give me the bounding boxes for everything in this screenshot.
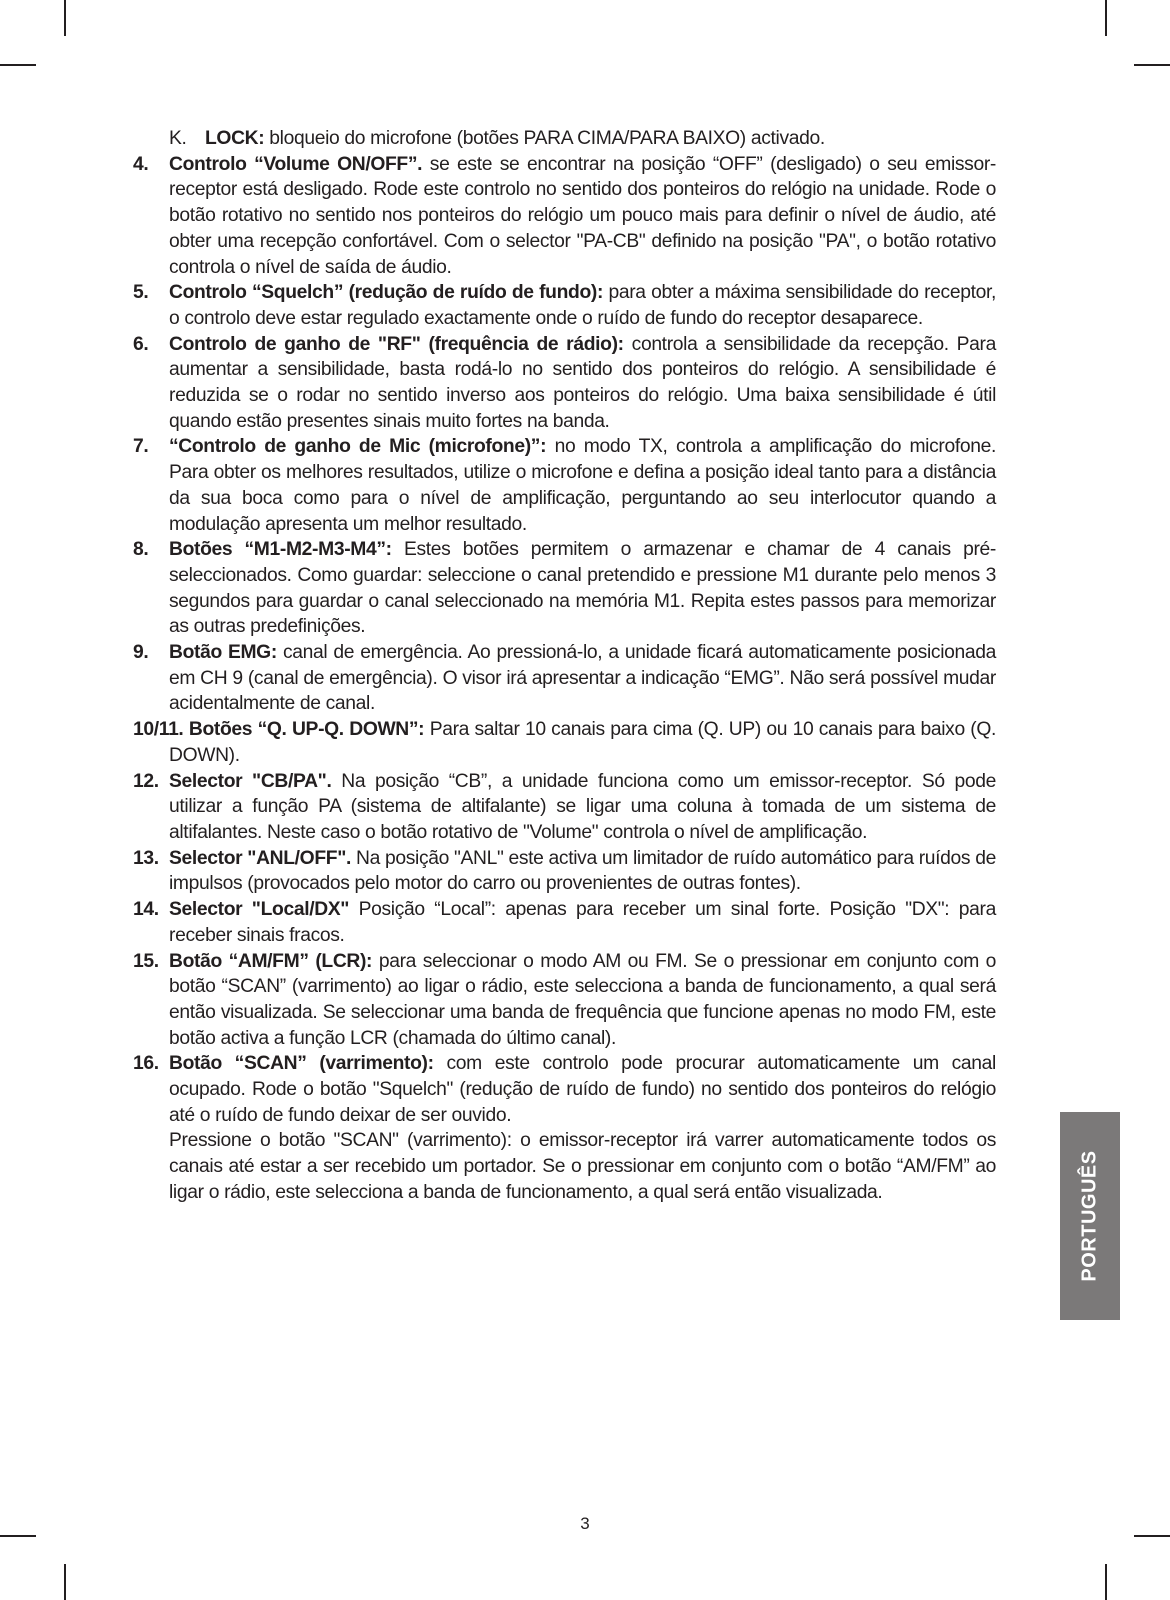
list-item (133, 846, 996, 897)
list-item (133, 280, 996, 331)
item-text: com este controlo pode procurar automaticamente um canal ocupado. Rode o botão "Squelch" (redução de ruído de fundo) no sentido dos ponteiros do relógio até o ruído de fundo deixar de ser ouvido. (169, 1053, 996, 1126)
list-item (133, 897, 996, 948)
crop-mark (64, 0, 66, 36)
item-number: 10/11. (133, 719, 184, 741)
item-paragraph (169, 434, 996, 537)
item-heading: Botão “AM/FM” (LCR): (169, 950, 373, 972)
list-item (133, 126, 996, 152)
language-tab (1060, 1112, 1120, 1320)
item-text: controla a sensibilidade da recepção. Para aumentar a sensibilidade, basta rodá-lo no sentido dos ponteiros do relógio. A sensibilidade é reduzida se o rodar no sentido inverso aos ponteiros do relógio. Uma baixa sensibilidade é útil quando estão presentes sinais muito fortes na banda. (169, 333, 996, 432)
item-heading: Controlo “Volume ON/OFF”. (169, 153, 423, 175)
item-number: K. (169, 128, 187, 149)
item-heading: Selector "Local/DX" (169, 899, 350, 921)
item-paragraph (169, 1051, 996, 1128)
item-heading: LOCK: (205, 128, 265, 149)
item-paragraph (169, 769, 996, 846)
item-number: 6. (133, 333, 149, 355)
item-number: 13. (133, 847, 159, 869)
list-item (133, 640, 996, 717)
item-paragraph (169, 897, 996, 948)
item-heading: Controlo de ganho de "RF" (frequência de rádio): (169, 333, 624, 355)
item-text: canal de emergência. Ao pressioná-lo, a unidade ficará automaticamente posicionada em CH 9 (canal de emergência). O visor irá apresentar a indicação “EMG”. Não será possível mudar acidentalmente de canal. (169, 642, 996, 715)
item-text: Na posição "ANL" este activa um limitador de ruído automático para ruídos de impulsos (provocados pelo motor do carro ou provenientes de outras fontes). (169, 847, 996, 895)
item-text: bloqueio do microfone (botões PARA CIMA/PARA BAIXO) activado. (264, 128, 825, 149)
item-paragraph (169, 152, 996, 281)
crop-mark (1105, 1564, 1107, 1600)
item-paragraph (169, 846, 996, 897)
item-text: Pressione o botão "SCAN" (varrimento): o emissor-receptor irá varrer automaticamente todos os canais até estar a ser recebido um portador. Se o pressionar em conjunto com o botão “AM/FM” ao ligar o rádio, este selecciona a banda de funcionamento, a qual será então visualizada. (169, 1130, 996, 1203)
item-heading: Selector "CB/PA". (169, 770, 332, 792)
item-paragraph (133, 717, 996, 768)
item-text: Na posição “CB”, a unidade funciona como um emissor-receptor. Só pode utilizar a função PA (sistema de altifalante) se ligar uma coluna à tomada de um sistema de altifalantes. Neste caso o botão rotativo de "Volume" controla o nível de amplificação. (169, 770, 996, 843)
list-item (133, 949, 996, 1052)
list-item (133, 1051, 996, 1205)
item-text: no modo TX, controla a amplificação do microfone. Para obter os melhores resultados, utilize o microfone e defina a posição ideal tanto para a distância da sua boca como para o nível de amplificação, perguntando ao seu interlocutor quando a modulação apresenta um melhor resultado. (169, 436, 996, 535)
page-number: 3 (580, 1514, 590, 1533)
list-item (133, 537, 996, 640)
item-number: 7. (133, 436, 149, 458)
item-heading: Botões “M1-M2-M3-M4”: (169, 539, 392, 561)
item-text: para obter a máxima sensibilidade do receptor, o controlo deve estar regulado exactamente onde o ruído de fundo do receptor desaparece. (169, 282, 996, 329)
item-number: 9. (133, 642, 149, 664)
item-paragraph (169, 949, 996, 1052)
item-number: 12. (133, 770, 159, 792)
item-paragraph (169, 1128, 996, 1205)
crop-mark (1134, 64, 1170, 66)
item-number: 4. (133, 153, 149, 175)
item-number: 16. (133, 1053, 159, 1075)
item-heading: Controlo “Squelch” (redução de ruído de fundo): (169, 282, 604, 304)
item-paragraph (169, 640, 996, 717)
item-heading: Selector "ANL/OFF". (169, 847, 351, 869)
crop-mark (1105, 0, 1107, 36)
language-tab-label: PORTUGUÊS (1078, 1150, 1101, 1282)
item-text: Estes botões permitem o armazenar e chamar de 4 canais pré-seleccionados. Como guardar: seleccione o canal pretendido e pressione M1 durante pelo menos 3 segundos para guardar o canal seleccionado na memória M1. Repita estes passos para memorizar as outras predefinições. (169, 539, 996, 638)
item-number: 14. (133, 899, 159, 921)
item-number: 8. (133, 539, 149, 561)
item-paragraph (205, 126, 996, 152)
item-heading: “Controlo de ganho de Mic (microfone)”: (169, 436, 547, 458)
item-text: Para saltar 10 canais para cima (Q. UP) ou 10 canais para baixo (Q. DOWN). (169, 719, 996, 766)
item-heading: Botão EMG: (169, 642, 277, 664)
list-item (133, 769, 996, 846)
instruction-list (133, 126, 996, 1206)
list-item (133, 152, 996, 281)
crop-mark (1134, 1535, 1170, 1537)
item-paragraph (169, 537, 996, 640)
crop-mark (64, 1564, 66, 1600)
item-text: para seleccionar o modo AM ou FM. Se o pressionar em conjunto com o botão “SCAN” (varrimento) ao ligar o rádio, este selecciona a banda de funcionamento, a qual será então visualizada. Se seleccionar uma banda de frequência que funcione apenas no modo FM, este botão activa a função LCR (chamada do último canal). (169, 950, 996, 1049)
item-paragraph (169, 332, 996, 435)
item-heading: Botão “SCAN” (varrimento): (169, 1053, 434, 1075)
item-text: Posição “Local”: apenas para receber um sinal forte. Posição "DX": para receber sinais fracos. (169, 899, 996, 946)
list-item (133, 332, 996, 435)
item-paragraph (169, 280, 996, 331)
item-number: 15. (133, 950, 159, 972)
item-heading: Botões “Q. UP-Q. DOWN”: (188, 719, 425, 741)
crop-mark (0, 64, 36, 66)
item-number: 5. (133, 282, 149, 304)
list-item (133, 434, 996, 537)
item-text: se este se encontrar na posição “OFF” (desligado) o seu emissor-receptor está desligado. Rode este controlo no sentido dos ponteiros do relógio na unidade. Rode o botão rotativo no sentido nos ponteiros do relógio um pouco mais para definir o nível de áudio, até obter uma recepção confortável. Com o selector "PA-CB" definido na posição "PA", o botão rotativo controla o nível de saída de áudio. (169, 153, 996, 278)
list-item (133, 717, 996, 768)
crop-mark (0, 1535, 36, 1537)
